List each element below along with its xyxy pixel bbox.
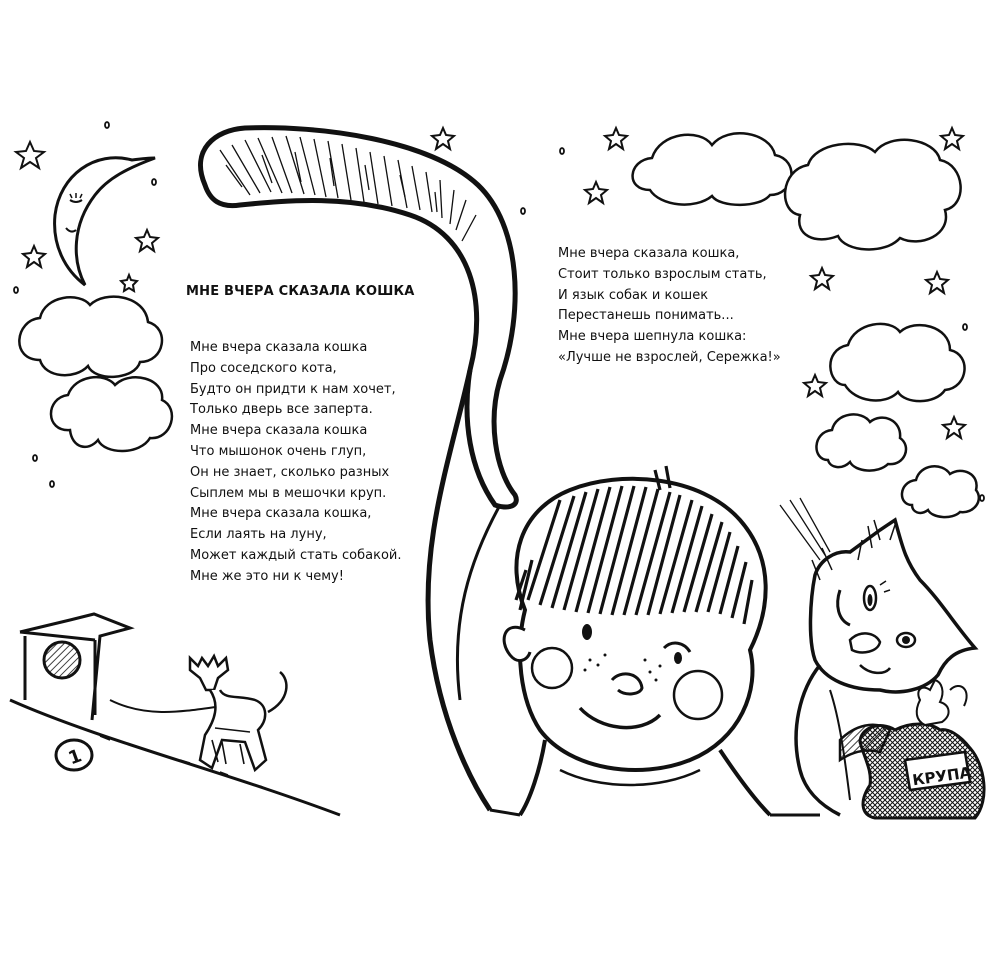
verse-line: Мне вчера сказала кошка, xyxy=(190,506,372,522)
verse-line: Сыплем мы в мешочки круп. xyxy=(190,485,387,501)
cloud-icon xyxy=(816,414,906,470)
verse-line: Мне вчера сказала кошка xyxy=(190,340,368,355)
verse-right xyxy=(558,244,781,369)
verse-line: Про соседского кота, xyxy=(190,360,337,376)
verse-line: Мне вчера сказала кошка xyxy=(190,423,368,439)
star-icon xyxy=(23,246,45,267)
verse-line: Что мышонок очень глуп, xyxy=(190,443,367,459)
poem-title: МНЕ ВЧЕРА СКАЗАЛА КОШКА xyxy=(186,284,415,299)
cloud-icon xyxy=(830,324,964,401)
doghouse xyxy=(10,614,340,815)
verse-line: Стоит только взрослым стать, xyxy=(558,266,767,282)
moon-icon xyxy=(55,158,155,285)
cheek-left xyxy=(532,648,572,688)
verse-line: Перестанешь понимать... xyxy=(558,308,734,324)
verse-line: Он не знает, сколько разных xyxy=(190,464,390,480)
verse-line: Будто он придти к нам хочет, xyxy=(190,381,396,397)
star-icon xyxy=(121,275,137,291)
cloud-icon xyxy=(902,466,979,517)
star-icon xyxy=(16,142,44,168)
verse-line: Мне же это ни к чему! xyxy=(190,568,344,584)
verse-line: Мне вчера шепнула кошка: xyxy=(558,329,747,345)
cheek-right xyxy=(674,671,722,719)
dog xyxy=(190,656,286,770)
sack-label: КРУПА xyxy=(911,763,973,790)
bowl-label: 1 xyxy=(65,745,85,770)
verse-line: Может каждый стать собакой. xyxy=(190,547,402,563)
star-icon xyxy=(804,375,826,396)
cloud-icon xyxy=(633,133,792,205)
verse-line: И язык собак и кошек xyxy=(558,287,709,303)
star-icon xyxy=(605,128,627,149)
star-icon xyxy=(585,182,607,203)
verse-line: Если лаять на луну, xyxy=(190,527,327,543)
star-icon xyxy=(432,128,454,149)
star-icon xyxy=(811,268,833,289)
star-icon xyxy=(941,128,963,149)
cloud-icon xyxy=(51,377,172,451)
verse-line: Только дверь все заперта. xyxy=(190,402,373,418)
sack xyxy=(840,680,984,818)
star-icon xyxy=(926,272,948,293)
verse-left xyxy=(190,338,401,588)
star-icon xyxy=(943,417,965,438)
star-icon xyxy=(136,230,158,251)
verse-line: «Лучше не взрослей, Сережка!» xyxy=(558,349,781,365)
verse-line: Мне вчера сказала кошка, xyxy=(558,246,740,261)
boy xyxy=(490,466,820,815)
cloud-icon xyxy=(785,140,961,250)
cloud-icon xyxy=(19,297,162,377)
